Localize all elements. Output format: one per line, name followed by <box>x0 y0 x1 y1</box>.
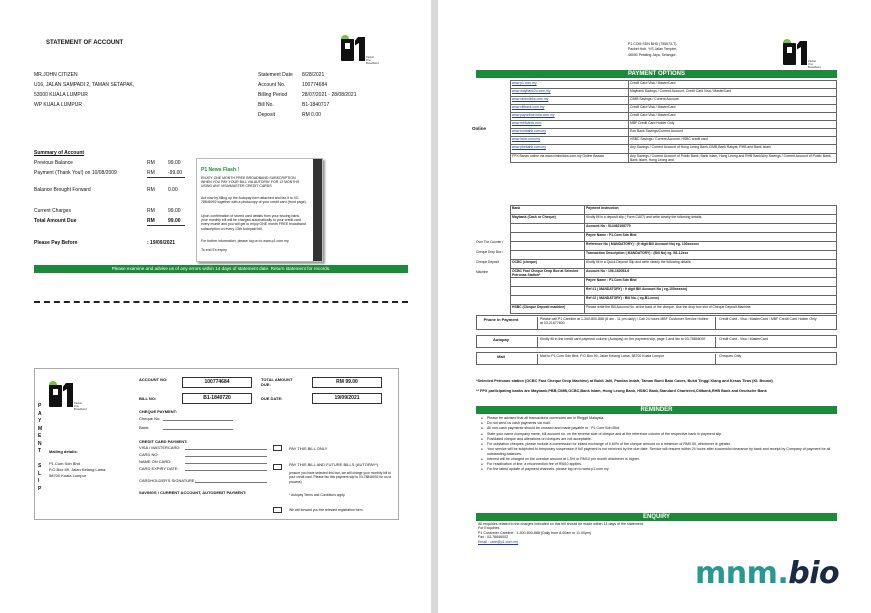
pay-before-label: Please Pay Before <box>34 240 78 246</box>
side-letter: S <box>38 463 42 469</box>
bank-name: Bank <box>511 206 585 215</box>
summary-cur: RM <box>147 170 155 176</box>
tear-off-line <box>34 301 408 303</box>
online-method: CIMB Savings / Current Account <box>629 97 837 105</box>
customer-address-3: WP KUALA LUMPUR <box>34 102 82 108</box>
pay-before-value: : 19/09/2021 <box>147 240 176 246</box>
online-method: Credit Card Visa / MasterCard <box>629 81 837 89</box>
reminder-item: ● State your name /company name, bill account no. on the reverse side of cheque and at the reference column of the respective bank in payment slip. <box>480 432 834 437</box>
bank-row <box>511 206 837 215</box>
payment-option-label: Autopay <box>493 337 509 342</box>
summary-cur: RM <box>147 187 155 193</box>
side-letter: P <box>38 485 42 492</box>
reminder-item: ● All non-cash payments should be crossed and made payable to : P1.Com Sdn Bhd. <box>480 426 834 431</box>
side-letter: I <box>38 478 40 484</box>
summary-value: 0.00 <box>168 187 178 193</box>
bank-instruction: Please write the Bill Account No. at the back of the cheque. Use the drop box slot of Cheque Deposit Machine. <box>585 305 837 314</box>
bank-instruction: Account No : 106-162053-6 <box>585 269 837 278</box>
mnm-bio-watermark: mnm.bio <box>695 556 840 591</box>
online-method: Eon Bank Savings/Current Account <box>629 129 837 137</box>
savings-autodebit-title: SAVINGS / CURRENT ACCOUNT, AUTODEBIT PAYMENT: <box>139 490 247 495</box>
online-method: MBF Credit Card Holder Only <box>629 121 837 129</box>
bank-row <box>511 260 837 269</box>
bank-name <box>511 251 585 260</box>
summary-cur: RM <box>147 208 155 214</box>
reminder-list <box>480 416 834 472</box>
bank-row <box>511 296 837 305</box>
online-bank-link[interactable]: www.hsbc.com.my <box>512 137 541 141</box>
customer-address-2: 53000 KUALA LUMPUR <box>34 92 88 98</box>
online-fpx-text: FPX Banks online via www.cimbclicks.com.my Online Bazaar <box>512 154 604 158</box>
news-flash-text-1: ENJOY ONE MONTH FREE BROADBAND SUBSCRIPTION WHEN YOU PAY YOUR BILL VIA AUTOPAY FOR 12 MONTHS USING ANY VISA/MASTER CREDIT CARDS <box>201 176 300 189</box>
bank-row <box>511 278 837 287</box>
online-row <box>511 81 837 89</box>
autopay-terms: * Autopay Terms and Conditions apply. <box>289 493 346 497</box>
slip-p1-logo: Packet One Broadband <box>49 381 85 409</box>
meta-label: Account No. <box>258 82 286 88</box>
online-bank-link[interactable]: www.mbfcards.com <box>512 121 542 125</box>
online-bank-link[interactable]: www.p1.com.my <box>512 81 537 85</box>
enquiry-block <box>478 522 836 544</box>
side-letter: P <box>38 403 42 409</box>
summary-cur: RM <box>147 160 155 166</box>
payment-option-card: Cheques Only <box>715 354 835 365</box>
meta-value: 8/28/2021 <box>302 72 325 78</box>
bank-instruction: Reference No ( MANDATORY) : (9 digit Bill Account No) eg- 100xxxxxx <box>585 242 837 251</box>
meta-label: Billing Period <box>258 92 288 98</box>
payment-option-desc: Mail to P1.Com Sdn Bhd, P.O.Box 90, Jalan Kelang Lama, 58700 Kuala Lumpur <box>537 354 709 365</box>
bank-instruction: Payee Name : P1.Com Sdn Bhd <box>585 233 837 242</box>
summary-rule <box>147 177 185 178</box>
pay-this-bill-only-checkbox[interactable] <box>273 445 282 451</box>
reminder-item: ● Please be advised that all transactions currencies are in Ringgit Malaysia. <box>480 416 834 421</box>
online-row <box>511 145 837 154</box>
reminder-item: ● Interest will be charged on the overdue amount at 1.5% or RM10 per month whichever is higher. <box>480 457 834 462</box>
reminder-item: ● Your service will be subjected to temporary suspension if full payment is not received by the due date. Service will resume within 24 hours after successful clearance by bank and receipt by Company of payment for all outstanding balances. <box>480 447 834 456</box>
statement-title: STATEMENT OF ACCOUNT <box>46 40 124 46</box>
bank-row <box>511 305 837 314</box>
online-method: HSBC Savings / Current Account, HSBC credit card <box>629 137 837 145</box>
news-flash-text-3: Upon confirmation of stored card details from your issuing bank, your monthly bill will be charged automatically to your credit card every month and you will get to enjoy ONE month FREE broadband subscription on every 13th Autopaid bill. <box>201 214 306 231</box>
bank-row <box>511 233 837 242</box>
bank-instruction: Kindly fill in a Quick Deposit Slip and write clearly the following details; <box>585 260 837 269</box>
bank-row <box>511 242 837 251</box>
payment-option-desc: Please call P1 Careline at 1-300-800-888 (8 am - 11 pm daily) / Call 24 hours MBF Customer Service Hotline at 03-21677600 <box>537 317 709 330</box>
side-letter: M <box>38 425 43 432</box>
online-row <box>511 121 837 129</box>
payment-options-header: PAYMENT OPTIONS <box>476 70 837 78</box>
customer-name: MR.JOHN CITIZEN <box>34 72 78 78</box>
online-method: Credit Card Visa / MasterCard <box>629 113 837 121</box>
bank-name: Maybank (Cash or Cheque) <box>511 215 585 224</box>
credit-card-title: CREDIT CARD PAYMENT: <box>139 439 188 444</box>
enquiry-header: ENQUIRY <box>476 513 837 521</box>
online-row <box>511 129 837 137</box>
summary-value: 99.00 <box>168 160 181 166</box>
bank-name <box>511 242 585 251</box>
fpx-note: ** FPX participating banks are Maybank,PBB,CIMB,OCBC,Bank Islam, Hong Leong Bank, HSBC Bank,Standard Chartered,Citibank,RHB Bank and Deutsche Bank <box>476 389 767 393</box>
bank-instruction: Kindly fill in a deposit slip ( Form CA07) and write clearly the following details; <box>585 215 837 224</box>
online-row <box>511 137 837 145</box>
bank-label: Bank: <box>139 425 150 430</box>
online-method: Any Savings / Current Account of Public Bank, Bank Islam, Hong Leong and RHB Bank/Any Savings / Current Account of Public Bank, Bank Islam, Hong Leong and <box>629 154 837 163</box>
bank-row <box>511 269 837 278</box>
summary-label: Previous Balance <box>34 160 73 166</box>
online-bank-link[interactable]: www.cimbclicks.com.my <box>512 97 549 101</box>
autodebit-checkbox[interactable] <box>273 507 282 513</box>
enquiry-text-2: For Enquiries <box>478 526 500 531</box>
reminder-item: ● Do not send us cash payments via mail. <box>480 421 834 426</box>
online-method: Credit Card Visa / MasterCard <box>629 105 837 113</box>
card-expiry-label: CARD EXPIRY DATE: <box>139 466 179 471</box>
visa-label: VISA / MASTERCARD: <box>139 445 181 450</box>
cheque-no-label: Cheque No: <box>139 416 161 421</box>
online-bank-link[interactable]: www.maybank2u.com.my <box>512 89 551 93</box>
slip-due-label: DUE DATE: <box>261 396 283 401</box>
payment-slip <box>34 368 399 520</box>
news-flash-text-2: Act now by filling up the Autopay form attached and fax it to 03-78846092 together with a photocopy of your credit card (front page). <box>201 196 307 205</box>
summary-value: -99.00 <box>168 170 183 176</box>
side-letter: Y <box>38 418 42 424</box>
online-row <box>511 154 837 163</box>
bank-name <box>511 287 585 296</box>
slip-bill-value: B1-1840720 <box>182 393 252 404</box>
review-banner: Please examine and advise us of any errors within 14 days of statement date. Return statement for records. <box>34 265 408 273</box>
cheque-payment-title: CHEQUE PAYMENT: <box>139 409 178 414</box>
customer-address-1: U16, JALAN SAMPADI 2, TAMAN SETAPAK, <box>34 82 135 88</box>
summary-value: 99.00 <box>168 218 181 224</box>
bank-field[interactable] <box>163 429 233 430</box>
company-address-1: Packet Hub, Y/S Jalan Templer, <box>628 47 678 51</box>
autopay-label: PAY THIS BILL AND FUTURE BILLS (AUTOPAY*) <box>289 462 379 467</box>
slip-total-label: TOTAL AMOUNT DUE: <box>261 377 293 387</box>
bank-instruction: Ref #1 ( MANDATORY) : 9 digit Bill Account No ( eg-100xxxxxx) <box>585 287 837 296</box>
bank-instruction: Payee Name : P1.Com Sdn Bhd <box>585 278 837 287</box>
online-method: Any Savings / Current Account of Hong Leong Bank,CIMB,Bank Rakyat, RHB and Bank Islam <box>629 145 837 154</box>
mailing-title: Mailing details: <box>49 449 78 454</box>
company-name: P1.COM SDN BHD (755573-T) <box>628 42 677 46</box>
news-flash-text-5: To end Ex expiry <box>201 248 227 252</box>
meta-value: 100774684 <box>302 82 328 88</box>
news-flash-text-4: For further information, please log on to www.p1.com.my <box>201 239 289 243</box>
mailing-line-2: P.O.Box 89, Jalan Kelang Lama <box>49 467 106 472</box>
online-method: Maybank Savings / Current Account, Credit Card Visa / MasterCard <box>629 89 837 97</box>
payment-option-label: Phone In Payment <box>483 317 519 322</box>
p1-logo: Packet One Broadband <box>341 35 377 63</box>
pay-this-bill-only-label: PAY THIS BILL ONLY <box>289 446 328 451</box>
signature-field[interactable] <box>195 482 267 483</box>
payment-option-row <box>476 315 837 330</box>
mailing-line-1: P1.Com Sdn Bhd <box>49 461 80 466</box>
bank-row <box>511 224 837 233</box>
news-flash-title: P1 News Flash ! <box>201 167 240 173</box>
summary-cur: RM <box>147 218 155 224</box>
summary-label: Balance Brought Forward <box>34 187 91 193</box>
bank-name: OCBC Fast Cheque Drop Box at Selected Petronas Station* <box>511 269 585 278</box>
card-no-label: CARD NO: <box>139 452 159 457</box>
news-flash-side-bar <box>313 159 322 261</box>
slip-account-label: ACCOUNT NO: <box>139 377 168 382</box>
news-flash-box <box>196 158 323 262</box>
bank-name: HSBC (Cheque Deposit machine) <box>511 305 585 314</box>
autodebit-label: We will forward you the relevant registration form. <box>289 508 364 512</box>
name-on-card-label: NAME ON CARD: <box>139 459 172 464</box>
side-letter: N <box>38 440 42 447</box>
visa-field[interactable] <box>185 449 267 450</box>
side-letter: E <box>38 433 42 439</box>
payment-option-label: Mail <box>497 354 505 359</box>
mailing-line-3: 58700 Kuala Lumpur <box>49 473 87 478</box>
reminder-item: ● Postdated cheque and alterations on cheques are not acceptable. <box>480 437 834 442</box>
meta-value: RM 0.00 <box>302 112 321 118</box>
online-row <box>511 105 837 113</box>
reminder-header: REMINDER <box>476 406 837 414</box>
autopay-note: (ensure you have selected this box, we will charge your monthly bill to your credit card. Please fax this payment slip to 03-78846092 for us to process) <box>289 471 392 484</box>
payment-option-card: Credit Card - Visa / MasterCard / MBF Credit Card Holder Only <box>715 317 835 330</box>
online-label: Online <box>472 126 487 131</box>
meta-value: B1-1840717 <box>302 102 330 108</box>
reminder-item: ● For the latest update of payment channels, please log on to www.p1.com.my <box>480 467 834 472</box>
summary-label: Current Charges <box>34 208 71 214</box>
online-row <box>511 97 837 105</box>
enquiry-fax: Fax : 03-78846002 <box>478 535 509 540</box>
meta-label: Bill No. <box>258 102 274 108</box>
slip-total-value: RM 99.00 <box>312 377 382 388</box>
signature-label: CARDHOLDER'S SIGNATURE: <box>139 478 196 483</box>
online-row <box>511 89 837 97</box>
payment-option-row <box>476 335 837 348</box>
online-bank-link[interactable]: www.payonline.cola.com.my <box>512 113 555 117</box>
reminder-item: ● For reactivation of line, a reconnection fee of RM10 applies. <box>480 462 834 467</box>
card-no-field[interactable] <box>185 456 267 457</box>
enquiry-email[interactable]: Email : care@p1.com.my <box>478 539 519 544</box>
bank-row <box>511 251 837 260</box>
online-bank-link[interactable]: www.eonbank.com.my <box>512 129 546 133</box>
summary-label: Total Amount Due <box>34 218 77 224</box>
slip-due-value: 19/09/2021 <box>312 393 382 404</box>
slip-account-value: 100774684 <box>182 377 252 388</box>
bank-payment-table <box>510 205 837 314</box>
enquiry-text-1: All enquiries related to the charges indicated on this bill should be made within 14 days of the statement. <box>478 522 644 526</box>
online-bank-link[interactable]: www.citibank.com.my <box>512 105 545 109</box>
summary-label: Payment (Thank You!) on 10/08/2009 <box>34 170 117 176</box>
bank-row <box>511 215 837 224</box>
bank-row <box>511 287 837 296</box>
payment-option-row <box>476 352 837 365</box>
bank-name <box>511 296 585 305</box>
bank-name <box>511 224 585 233</box>
autopay-checkbox[interactable] <box>273 464 282 470</box>
bank-instruction: Account No : 514462108779 <box>585 224 837 233</box>
meta-label: Deposit <box>258 112 275 118</box>
statement-page <box>0 0 431 613</box>
payment-option-card: Credit Card - Visa / MasterCard <box>715 337 835 348</box>
right-p1-logo: Packet One Broadband <box>783 39 819 67</box>
slip-bill-label: BILL NO: <box>139 396 157 401</box>
side-letter: A <box>38 410 42 417</box>
name-on-card-field[interactable] <box>185 463 267 464</box>
bank-name <box>511 233 585 242</box>
company-address-2: 46050 Petaling Jaya, Selangor. <box>628 53 677 57</box>
bank-name: OCBC (cheque) <box>511 260 585 269</box>
summary-value: 99.00 <box>168 208 181 214</box>
side-letter: T <box>38 448 42 454</box>
bank-instruction: Ref #2 ( MANDATORY) : Bill No. ( eg-B1-xxxx) <box>585 296 837 305</box>
online-row <box>511 113 837 121</box>
petronas-note: *Selected Petronas station (OCBC Fast Cheque Drop Machine) at Bukit Jalil, Pandan Indah, Taman Bumi Batu Caves, Bukit Tinggi Klang and Kesas Tiras (KL Bound) <box>476 379 773 383</box>
page-gutter <box>431 0 438 613</box>
summary-rule <box>147 225 185 226</box>
online-bank-link[interactable]: www.pbebank.com.my <box>512 145 546 149</box>
summary-title: Summary of Account <box>34 150 85 156</box>
bank-instruction: Transaction Description ( MANDATORY) : (Bill No) eg- B1-12xxx <box>585 251 837 260</box>
over-counter-label: Over The Counter / Cheque Drop Box / Cheque Deposit Machine <box>476 240 504 274</box>
bank-instruction: Payment Instruction <box>585 206 837 215</box>
side-letter: L <box>38 470 42 477</box>
cheque-no-field[interactable] <box>163 420 233 421</box>
bank-name <box>511 278 585 287</box>
payment-option-desc: Kindly fill in the credit card payment column (Autopay) on the payment slip, page 1 and fax to 03-78846092 <box>537 337 709 348</box>
reminder-item: ● For outstation cheques, please include a commission for inland exchange of 0.60% of the cheque amount on a minimum of RM0.50, whichever is greater. <box>480 442 834 447</box>
meta-label: Statement Date <box>258 72 293 78</box>
meta-value: 28/07/2021 - 28/08/2021 <box>302 92 357 98</box>
card-expiry-field[interactable] <box>185 470 267 471</box>
enquiry-careline: P1 Customer Careline : 1-300-800-888 (Daily from 8.00am to 11.00pm) <box>478 530 592 535</box>
